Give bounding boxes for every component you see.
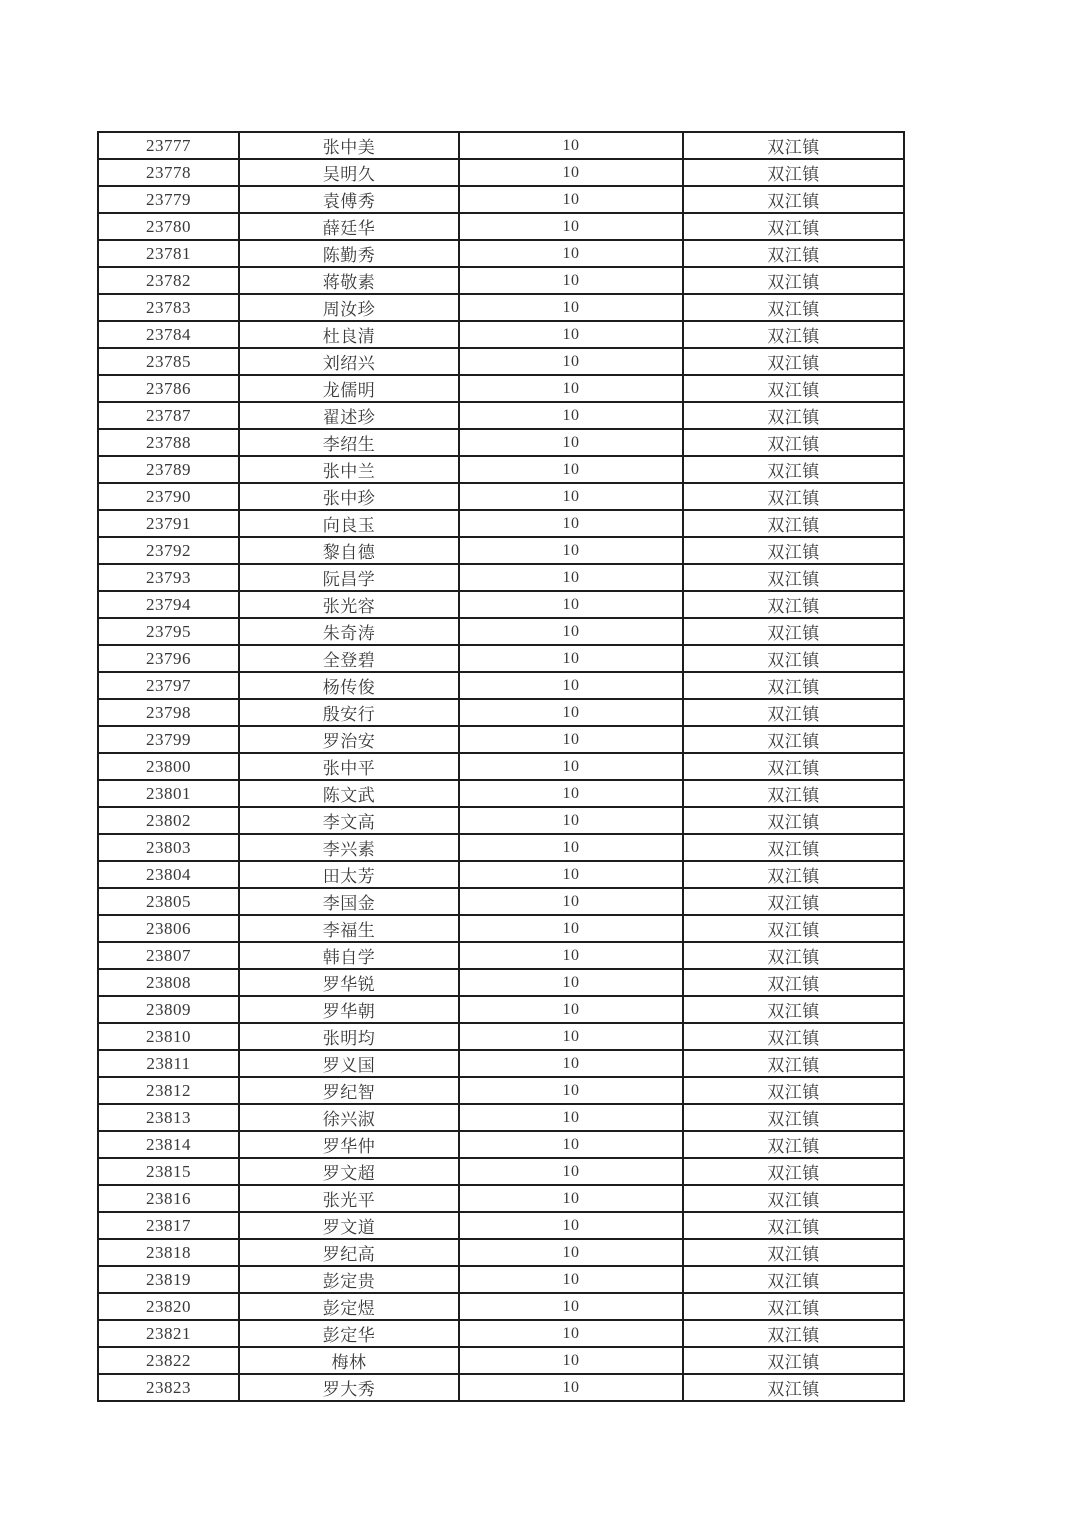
cell-id: 23794 [98, 591, 239, 618]
table-row [98, 240, 904, 267]
cell-value: 10 [459, 510, 683, 537]
cell-id: 23782 [98, 267, 239, 294]
cell-town: 双江镇 [683, 240, 904, 267]
cell-name: 张中平 [239, 753, 459, 780]
table-row [98, 834, 904, 861]
cell-id: 23791 [98, 510, 239, 537]
cell-town: 双江镇 [683, 942, 904, 969]
cell-town: 双江镇 [683, 753, 904, 780]
cell-name: 全登碧 [239, 645, 459, 672]
table-row [98, 996, 904, 1023]
cell-town: 双江镇 [683, 1050, 904, 1077]
cell-id: 23810 [98, 1023, 239, 1050]
cell-town: 双江镇 [683, 267, 904, 294]
cell-name: 张明均 [239, 1023, 459, 1050]
cell-id: 23816 [98, 1185, 239, 1212]
cell-value: 10 [459, 294, 683, 321]
cell-id: 23813 [98, 1104, 239, 1131]
table-row [98, 213, 904, 240]
cell-town: 双江镇 [683, 1212, 904, 1239]
cell-id: 23817 [98, 1212, 239, 1239]
table-row [98, 699, 904, 726]
cell-value: 10 [459, 564, 683, 591]
table-row [98, 1239, 904, 1266]
cell-value: 10 [459, 753, 683, 780]
cell-town: 双江镇 [683, 1185, 904, 1212]
cell-town: 双江镇 [683, 969, 904, 996]
cell-town: 双江镇 [683, 1104, 904, 1131]
cell-id: 23804 [98, 861, 239, 888]
cell-id: 23815 [98, 1158, 239, 1185]
table-row [98, 564, 904, 591]
cell-name: 阮昌学 [239, 564, 459, 591]
cell-name: 罗文超 [239, 1158, 459, 1185]
cell-name: 刘绍兴 [239, 348, 459, 375]
cell-value: 10 [459, 1374, 683, 1401]
table-row [98, 942, 904, 969]
table-row [98, 888, 904, 915]
cell-value: 10 [459, 942, 683, 969]
cell-id: 23800 [98, 753, 239, 780]
cell-id: 23822 [98, 1347, 239, 1374]
cell-value: 10 [459, 726, 683, 753]
cell-id: 23807 [98, 942, 239, 969]
records-table [97, 131, 905, 1402]
cell-id: 23790 [98, 483, 239, 510]
table-row [98, 429, 904, 456]
cell-town: 双江镇 [683, 159, 904, 186]
cell-value: 10 [459, 1104, 683, 1131]
cell-name: 吴明久 [239, 159, 459, 186]
table-row [98, 1023, 904, 1050]
table-body [98, 132, 904, 1401]
cell-id: 23788 [98, 429, 239, 456]
table-row [98, 1185, 904, 1212]
table-row [98, 483, 904, 510]
cell-id: 23823 [98, 1374, 239, 1401]
table-row [98, 375, 904, 402]
cell-town: 双江镇 [683, 1131, 904, 1158]
cell-town: 双江镇 [683, 834, 904, 861]
cell-name: 韩自学 [239, 942, 459, 969]
cell-name: 杨传俊 [239, 672, 459, 699]
cell-id: 23779 [98, 186, 239, 213]
table-row [98, 1293, 904, 1320]
cell-id: 23799 [98, 726, 239, 753]
table-row [98, 672, 904, 699]
table-row [98, 753, 904, 780]
cell-value: 10 [459, 375, 683, 402]
table-row [98, 294, 904, 321]
cell-id: 23780 [98, 213, 239, 240]
table-row [98, 1158, 904, 1185]
cell-id: 23814 [98, 1131, 239, 1158]
cell-id: 23796 [98, 645, 239, 672]
cell-town: 双江镇 [683, 294, 904, 321]
cell-town: 双江镇 [683, 348, 904, 375]
records-table-container [97, 131, 905, 1402]
table-row [98, 1131, 904, 1158]
cell-value: 10 [459, 483, 683, 510]
cell-town: 双江镇 [683, 537, 904, 564]
cell-name: 李国金 [239, 888, 459, 915]
cell-name: 罗治安 [239, 726, 459, 753]
cell-id: 23795 [98, 618, 239, 645]
cell-value: 10 [459, 1158, 683, 1185]
cell-name: 张光平 [239, 1185, 459, 1212]
cell-id: 23801 [98, 780, 239, 807]
cell-name: 罗纪高 [239, 1239, 459, 1266]
cell-town: 双江镇 [683, 699, 904, 726]
cell-name: 陈勤秀 [239, 240, 459, 267]
table-row [98, 645, 904, 672]
cell-name: 罗华锐 [239, 969, 459, 996]
cell-town: 双江镇 [683, 591, 904, 618]
cell-value: 10 [459, 429, 683, 456]
table-row [98, 186, 904, 213]
cell-value: 10 [459, 240, 683, 267]
cell-id: 23778 [98, 159, 239, 186]
table-row [98, 1104, 904, 1131]
cell-value: 10 [459, 267, 683, 294]
cell-name: 张中兰 [239, 456, 459, 483]
table-row [98, 969, 904, 996]
cell-id: 23821 [98, 1320, 239, 1347]
cell-value: 10 [459, 1320, 683, 1347]
table-row [98, 402, 904, 429]
cell-id: 23808 [98, 969, 239, 996]
cell-name: 殷安行 [239, 699, 459, 726]
cell-town: 双江镇 [683, 510, 904, 537]
cell-town: 双江镇 [683, 645, 904, 672]
cell-value: 10 [459, 996, 683, 1023]
cell-name: 周汝珍 [239, 294, 459, 321]
cell-value: 10 [459, 213, 683, 240]
cell-town: 双江镇 [683, 186, 904, 213]
cell-town: 双江镇 [683, 861, 904, 888]
cell-value: 10 [459, 1185, 683, 1212]
cell-value: 10 [459, 1293, 683, 1320]
table-row [98, 348, 904, 375]
table-row [98, 321, 904, 348]
cell-value: 10 [459, 1050, 683, 1077]
cell-id: 23781 [98, 240, 239, 267]
cell-value: 10 [459, 915, 683, 942]
cell-id: 23812 [98, 1077, 239, 1104]
cell-value: 10 [459, 1347, 683, 1374]
cell-value: 10 [459, 1077, 683, 1104]
cell-id: 23777 [98, 132, 239, 159]
table-row [98, 1077, 904, 1104]
cell-town: 双江镇 [683, 1347, 904, 1374]
cell-town: 双江镇 [683, 672, 904, 699]
cell-name: 向良玉 [239, 510, 459, 537]
cell-name: 彭定华 [239, 1320, 459, 1347]
cell-id: 23784 [98, 321, 239, 348]
cell-value: 10 [459, 159, 683, 186]
cell-name: 薛廷华 [239, 213, 459, 240]
cell-town: 双江镇 [683, 564, 904, 591]
cell-value: 10 [459, 132, 683, 159]
cell-name: 李兴素 [239, 834, 459, 861]
table-row [98, 618, 904, 645]
cell-value: 10 [459, 861, 683, 888]
cell-value: 10 [459, 807, 683, 834]
cell-name: 罗义国 [239, 1050, 459, 1077]
cell-id: 23803 [98, 834, 239, 861]
table-row [98, 510, 904, 537]
cell-town: 双江镇 [683, 1239, 904, 1266]
table-row [98, 1266, 904, 1293]
cell-town: 双江镇 [683, 618, 904, 645]
cell-value: 10 [459, 780, 683, 807]
cell-name: 张光容 [239, 591, 459, 618]
cell-town: 双江镇 [683, 1023, 904, 1050]
cell-value: 10 [459, 672, 683, 699]
cell-town: 双江镇 [683, 780, 904, 807]
cell-town: 双江镇 [683, 429, 904, 456]
table-row [98, 159, 904, 186]
cell-name: 龙儒明 [239, 375, 459, 402]
cell-town: 双江镇 [683, 213, 904, 240]
cell-value: 10 [459, 1212, 683, 1239]
cell-id: 23818 [98, 1239, 239, 1266]
cell-id: 23802 [98, 807, 239, 834]
table-row [98, 132, 904, 159]
cell-value: 10 [459, 888, 683, 915]
cell-id: 23805 [98, 888, 239, 915]
cell-value: 10 [459, 699, 683, 726]
cell-name: 翟述珍 [239, 402, 459, 429]
cell-value: 10 [459, 1131, 683, 1158]
table-row [98, 267, 904, 294]
cell-town: 双江镇 [683, 483, 904, 510]
cell-town: 双江镇 [683, 915, 904, 942]
table-row [98, 807, 904, 834]
cell-town: 双江镇 [683, 402, 904, 429]
cell-name: 罗文道 [239, 1212, 459, 1239]
cell-id: 23806 [98, 915, 239, 942]
cell-id: 23787 [98, 402, 239, 429]
table-row [98, 915, 904, 942]
cell-name: 朱奇涛 [239, 618, 459, 645]
cell-name: 罗华仲 [239, 1131, 459, 1158]
cell-id: 23786 [98, 375, 239, 402]
cell-town: 双江镇 [683, 996, 904, 1023]
cell-value: 10 [459, 1239, 683, 1266]
cell-id: 23811 [98, 1050, 239, 1077]
table-row [98, 1050, 904, 1077]
cell-name: 罗大秀 [239, 1374, 459, 1401]
cell-town: 双江镇 [683, 1374, 904, 1401]
cell-name: 彭定贵 [239, 1266, 459, 1293]
cell-town: 双江镇 [683, 807, 904, 834]
cell-name: 陈文武 [239, 780, 459, 807]
cell-town: 双江镇 [683, 375, 904, 402]
cell-town: 双江镇 [683, 321, 904, 348]
table-row [98, 861, 904, 888]
cell-town: 双江镇 [683, 1320, 904, 1347]
cell-name: 李福生 [239, 915, 459, 942]
cell-name: 黎自德 [239, 537, 459, 564]
cell-name: 杜良清 [239, 321, 459, 348]
table-row [98, 1320, 904, 1347]
cell-name: 张中美 [239, 132, 459, 159]
cell-name: 梅林 [239, 1347, 459, 1374]
table-row [98, 1212, 904, 1239]
cell-name: 徐兴淑 [239, 1104, 459, 1131]
cell-name: 田太芳 [239, 861, 459, 888]
cell-value: 10 [459, 618, 683, 645]
cell-value: 10 [459, 969, 683, 996]
cell-town: 双江镇 [683, 726, 904, 753]
table-row [98, 1347, 904, 1374]
cell-town: 双江镇 [683, 1293, 904, 1320]
cell-value: 10 [459, 186, 683, 213]
cell-id: 23783 [98, 294, 239, 321]
cell-id: 23819 [98, 1266, 239, 1293]
cell-id: 23793 [98, 564, 239, 591]
cell-name: 袁傅秀 [239, 186, 459, 213]
table-row [98, 456, 904, 483]
cell-name: 蒋敬素 [239, 267, 459, 294]
cell-town: 双江镇 [683, 1266, 904, 1293]
cell-name: 李绍生 [239, 429, 459, 456]
cell-value: 10 [459, 456, 683, 483]
cell-name: 罗纪智 [239, 1077, 459, 1104]
cell-id: 23785 [98, 348, 239, 375]
table-row [98, 537, 904, 564]
cell-town: 双江镇 [683, 1077, 904, 1104]
table-row [98, 591, 904, 618]
cell-value: 10 [459, 402, 683, 429]
cell-id: 23798 [98, 699, 239, 726]
cell-id: 23789 [98, 456, 239, 483]
cell-id: 23792 [98, 537, 239, 564]
table-row [98, 780, 904, 807]
cell-value: 10 [459, 591, 683, 618]
cell-id: 23809 [98, 996, 239, 1023]
cell-town: 双江镇 [683, 888, 904, 915]
cell-value: 10 [459, 834, 683, 861]
cell-town: 双江镇 [683, 132, 904, 159]
cell-id: 23797 [98, 672, 239, 699]
cell-name: 彭定煜 [239, 1293, 459, 1320]
table-row [98, 726, 904, 753]
cell-value: 10 [459, 645, 683, 672]
cell-value: 10 [459, 348, 683, 375]
cell-id: 23820 [98, 1293, 239, 1320]
cell-value: 10 [459, 321, 683, 348]
cell-name: 张中珍 [239, 483, 459, 510]
cell-name: 李文高 [239, 807, 459, 834]
cell-value: 10 [459, 1023, 683, 1050]
table-row [98, 1374, 904, 1401]
cell-town: 双江镇 [683, 1158, 904, 1185]
cell-value: 10 [459, 537, 683, 564]
cell-value: 10 [459, 1266, 683, 1293]
cell-town: 双江镇 [683, 456, 904, 483]
cell-name: 罗华朝 [239, 996, 459, 1023]
